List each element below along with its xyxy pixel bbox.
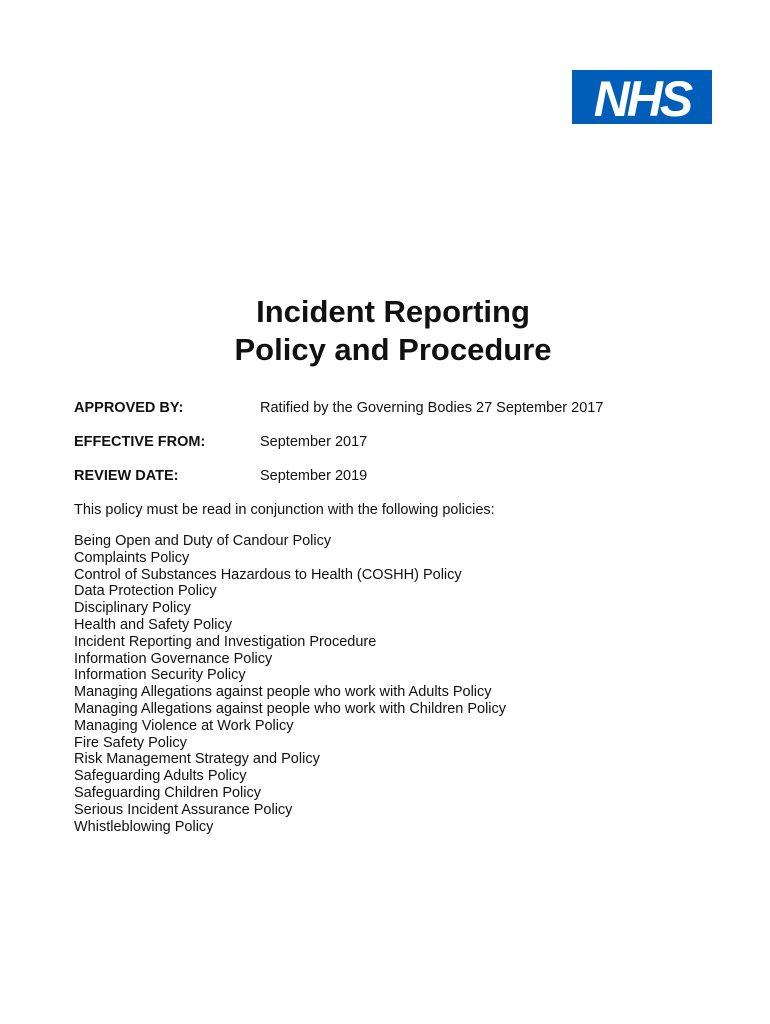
list-item: Serious Incident Assurance Policy (74, 801, 293, 818)
review-date-label: REVIEW DATE: (74, 468, 179, 484)
list-item: Being Open and Duty of Candour Policy (74, 533, 332, 549)
list-item: Safeguarding Adults Policy (74, 768, 247, 785)
list-item: Information Security Policy (74, 667, 246, 684)
list-item: Control of Substances Hazardous to Health (COSHH) Policy (74, 566, 462, 583)
meta-row-effective (74, 432, 724, 466)
effective-from-label: EFFECTIVE FROM: (74, 434, 206, 450)
nhs-logo-text: NHS (593, 71, 691, 124)
document-meta (74, 398, 724, 500)
related-policies-list (74, 533, 506, 835)
nhs-logo-mark (572, 70, 712, 124)
approved-by-value: Ratified by the Governing Bodies 27 September 2017 (260, 400, 604, 416)
list-item: Complaints Policy (74, 549, 190, 566)
list-item: Managing Allegations against people who work with Adults Policy (74, 684, 492, 701)
list-item: Health and Safety Policy (74, 616, 232, 633)
list-item: Safeguarding Children Policy (74, 784, 261, 801)
list-item: Disciplinary Policy (74, 600, 191, 617)
title-line-2: Policy and Procedure (234, 332, 552, 367)
title-line-1: Incident Reporting (256, 294, 530, 329)
list-item: Data Protection Policy (74, 583, 217, 600)
page-title (0, 293, 770, 369)
list-item: Managing Violence at Work Policy (74, 717, 294, 734)
approved-by-label: APPROVED BY: (74, 400, 184, 416)
list-item: Whistleblowing Policy (74, 818, 214, 835)
meta-row-review (74, 466, 724, 500)
nhs-logo (572, 70, 712, 124)
list-item: Risk Management Strategy and Policy (74, 751, 320, 768)
list-item: Managing Allegations against people who work with Children Policy (74, 700, 507, 717)
review-date-value: September 2019 (260, 468, 368, 484)
list-item: Incident Reporting and Investigation Procedure (74, 633, 377, 650)
list-item: Information Governance Policy (74, 650, 273, 667)
effective-from-value: September 2017 (260, 434, 368, 450)
meta-row-approved (74, 398, 724, 432)
list-item: Fire Safety Policy (74, 734, 187, 751)
intro-paragraph: This policy must be read in conjunction with the following policies: (74, 502, 495, 518)
